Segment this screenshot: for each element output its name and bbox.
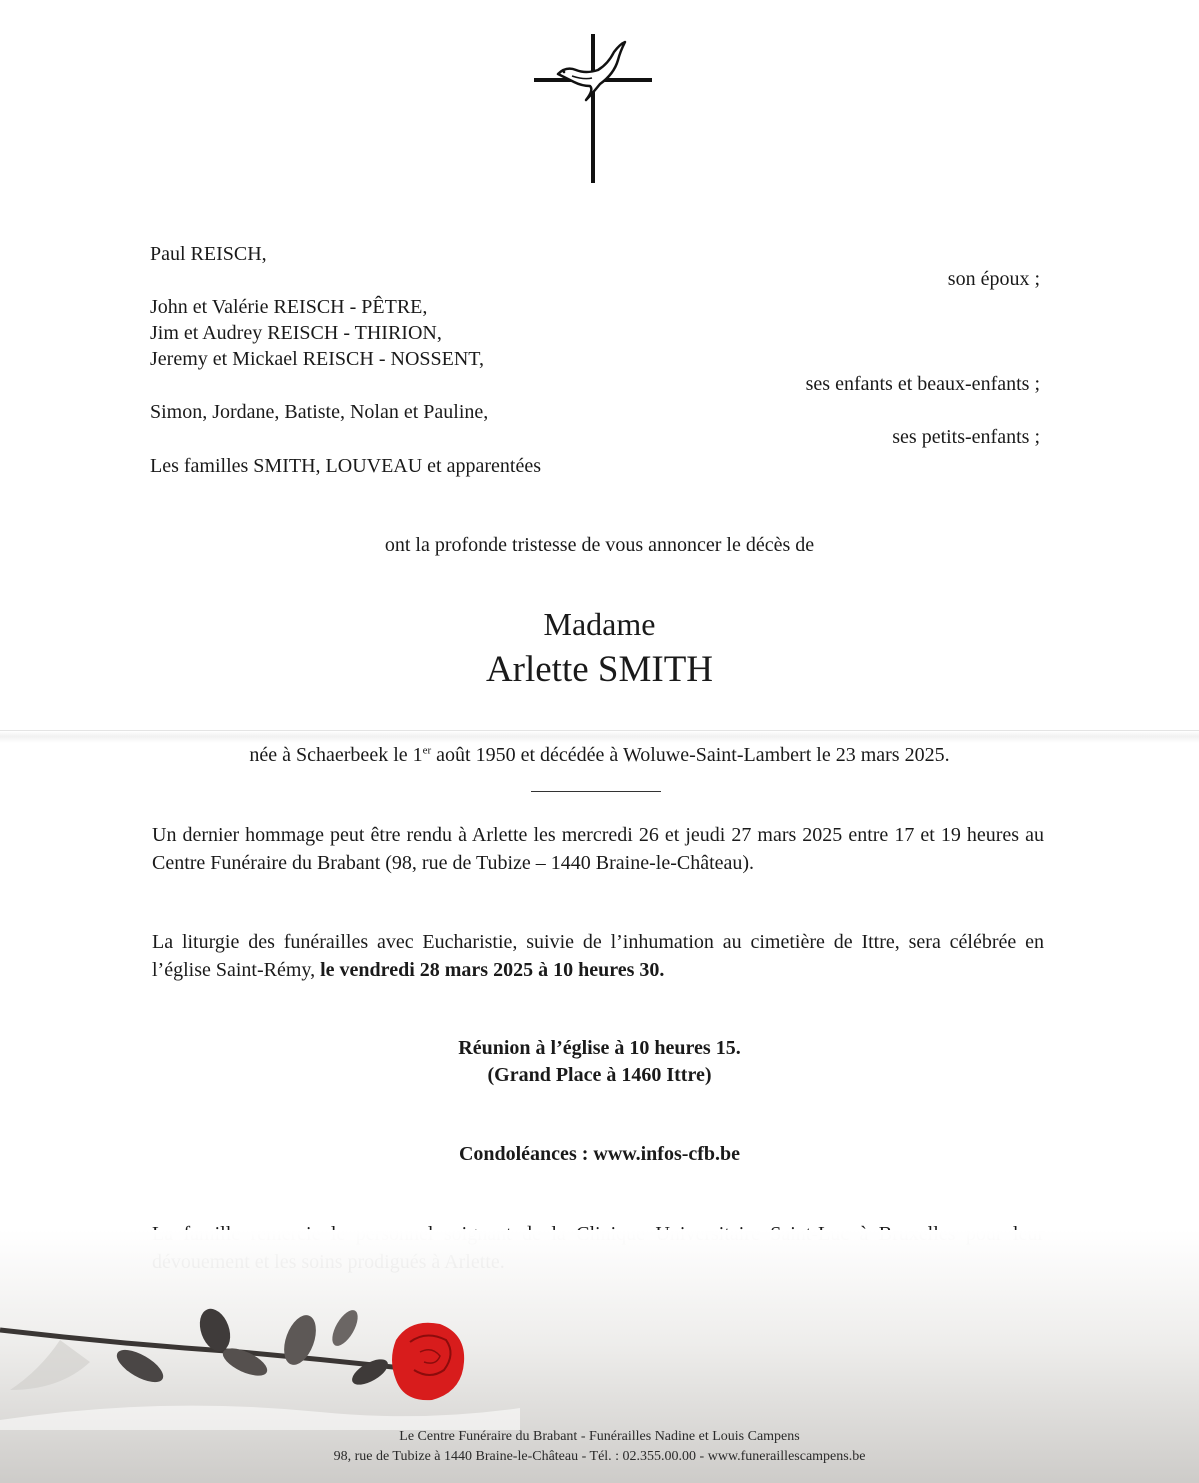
grandchildren-relation: ses petits-enfants ; [892,426,1040,448]
husband-relation: son époux ; [947,268,1040,290]
announcement-text: ont la profonde tristesse de vous annoncer le décès de [384,534,815,556]
red-rose-illustration [0,1300,520,1430]
footer-company: Le Centre Funéraire du Brabant - Funérailles Nadine et Louis Campens [399,1429,800,1444]
child-name: Jeremy et Mickael REISCH - NOSSENT, [150,348,485,370]
child-name: John et Valérie REISCH - PÊTRE, [150,296,428,318]
deceased-title: Madame [543,606,656,642]
children-relation: ses enfants et beaux-enfants ; [805,373,1040,395]
reunion-line: Réunion à l’église à 10 heures 15. [458,1037,741,1059]
child-name: Jim et Audrey REISCH - THIRION, [150,322,442,344]
grandchildren-names: Simon, Jordane, Batiste, Nolan et Pauline, [150,401,489,423]
reunion-address: (Grand Place à 1460 Ittre) [487,1064,712,1086]
divider [531,791,661,792]
footer-contact: 98, rue de Tubize à 1440 Braine-le-Château - Tél. : 02.355.00.00 - www.funeraillescampens.be [333,1449,866,1464]
deceased-name: Arlette SMITH [485,649,714,690]
condoleances-line: Condoléances : www.infos-cfb.be [458,1143,741,1165]
husband-name: Paul REISCH, [150,243,267,265]
cross-with-dove-icon [528,30,658,186]
birth-death-line: née à Schaerbeek le 1er août 1950 et décédée à Woluwe-Saint-Lambert le 23 mars 2025. [249,744,950,766]
liturgy-paragraph: La liturgie des funérailles avec Eucharistie, suivie de l’inhumation au cimetière de Ittre, sera célébrée en l’église Saint-Rémy, le vendredi 28 mars 2025 à 10 heures 30. [152,931,1044,981]
extended-families: Les familles SMITH, LOUVEAU et apparentées [150,455,541,477]
hommage-paragraph: Un dernier hommage peut être rendu à Arlette les mercredi 26 et jeudi 27 mars 2025 entre 17 et 19 heures au Centre Funéraire du Brabant (98, rue de Tubize – 1440 Braine-le-Château). [152,824,1044,874]
